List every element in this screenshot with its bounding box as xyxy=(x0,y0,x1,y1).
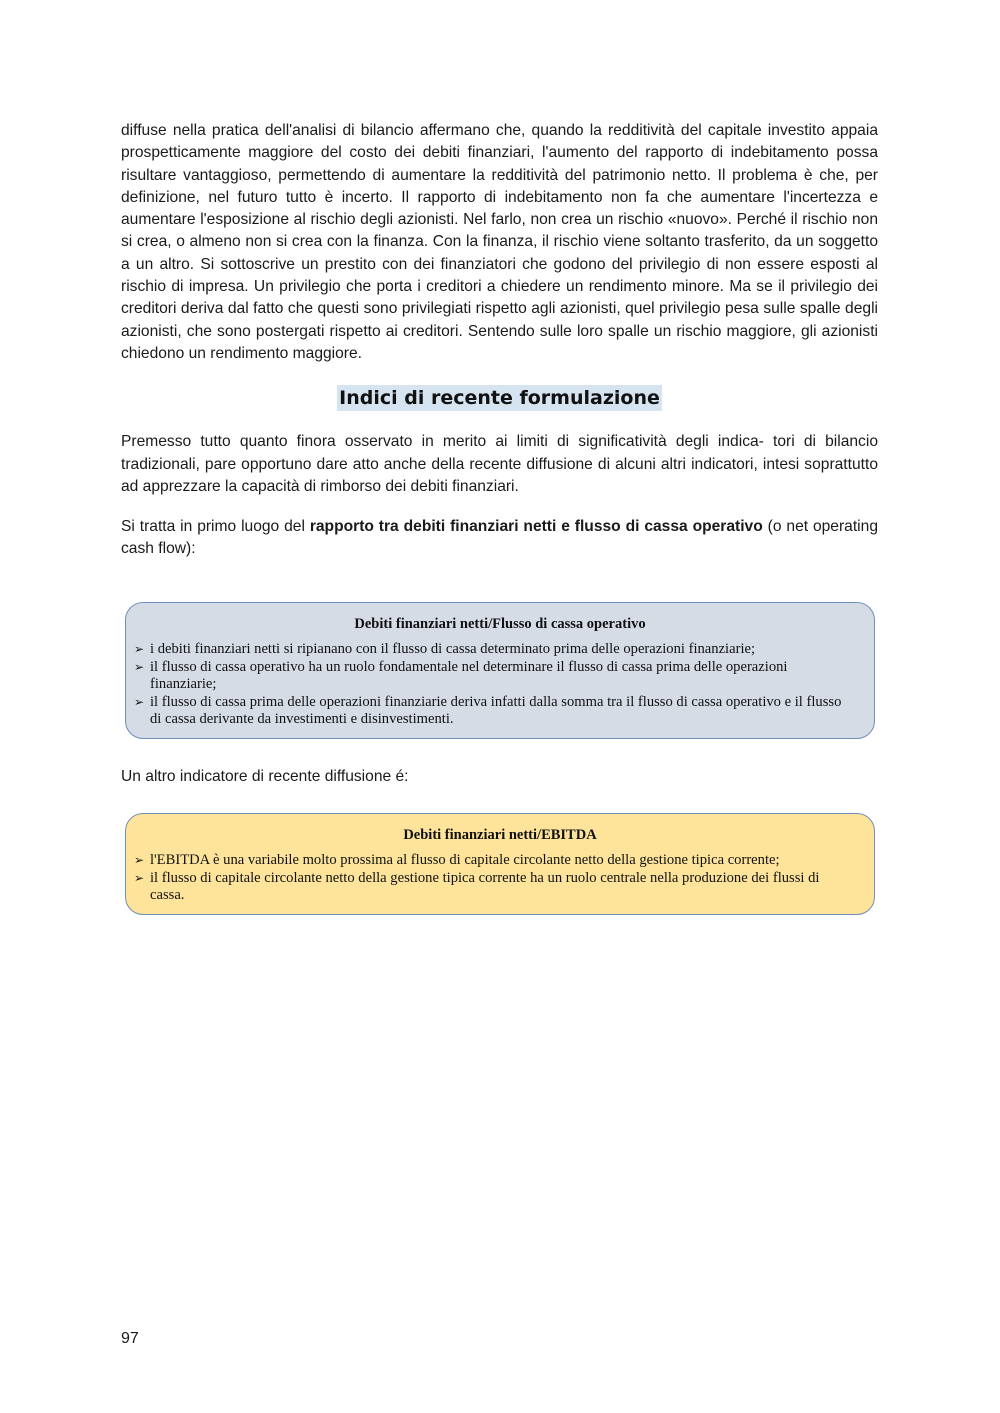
box-2-title: Debiti finanziari netti/EBITDA xyxy=(403,827,597,843)
box-1-title: Debiti finanziari netti/Flusso di cassa operativo xyxy=(354,616,646,632)
intro-paragraph: diffuse nella pratica dell'analisi di bilancio affermano che, quando la redditività del capitale investito appaia prospetticamente maggiore del costo dei debiti finanziari, l'aumento del rapporto di indebitamento possa risultare vantaggioso, permettendo di aumentare la redditività del patrimonio netto. Il problema è che, per definizione, nel futuro tutto è incerto. Il rapporto di indebitamento non fa che aumentare l'incertezza e aumentare l'esposizione al rischio degli azionisti. Nel farlo, non crea un rischio «nuovo». Perché il rischio non si crea, o almeno non si crea con la finanza. Con la finanza, il rischio viene soltanto trasferito, da un soggetto a un altro. Si sottoscrive un prestito con dei finanziatori che godono del privilegio di non essere esposti al rischio di impresa. Un privilegio che porta i creditori a chiedere un rendimento minore. Ma se il privilegio dei creditori deriva dal fatto che questi sono privilegiati rispetto agli azionisti, quel privilegio pesa sulle spalle degli azionisti, che sono postergati rispetto ai creditori. Sentendo sulle loro spalle un rischio maggiore, gli azionisti chiedono un rendimento maggiore. xyxy=(121,122,878,362)
list-item-text: l'EBITDA è una variabile molto prossima al flusso di capitale circolante netto della gestione tipica corrente; xyxy=(150,852,780,868)
list-item xyxy=(134,852,856,870)
arrow-bullet-icon: ➢ xyxy=(134,659,145,674)
list-item xyxy=(134,870,856,905)
paragraph-3 xyxy=(121,516,878,561)
list-item-text: il flusso di cassa operativo ha un ruolo fondamentale nel determinare il flusso di cassa prima delle operazioni finanziarie; xyxy=(150,658,788,693)
paragraph-3-after: (o net operating cash flow): xyxy=(121,518,878,558)
page-number: 97 xyxy=(121,1330,139,1347)
arrow-bullet-icon: ➢ xyxy=(134,853,145,867)
box-1-list xyxy=(126,641,874,729)
list-item xyxy=(134,659,856,694)
paragraph-3-bold: rapporto tra debiti finanziari netti e flusso di cassa operativo xyxy=(309,518,763,536)
paragraph-3-before: Si tratta in primo luogo del xyxy=(121,518,310,536)
list-item xyxy=(134,694,856,729)
section-heading: Indici di recente formulazione xyxy=(339,387,660,410)
indicator-box-net-debt-operating-cash-flow xyxy=(125,602,875,739)
paragraph-2: Premesso tutto quanto finora osservato in merito ai limiti di significatività degli indica- tori di bilancio tradizionali, pare opportuno dare atto anche della recente diffusione di alcuni altri indicatori, intesi soprattutto ad apprezzare la capacità di rimborso dei debiti finanziari. xyxy=(121,433,878,495)
arrow-bullet-icon: ➢ xyxy=(134,642,145,656)
box-2-list xyxy=(126,852,874,905)
list-item-text: i debiti finanziari netti si ripianano con il flusso di cassa determinato prima delle operazioni finanziarie; xyxy=(150,641,756,657)
page-body xyxy=(121,120,878,561)
arrow-bullet-icon: ➢ xyxy=(134,694,145,709)
list-item-text: il flusso di cassa prima delle operazioni finanziarie deriva infatti dalla somma tra il flusso di cassa operativo e il flusso di cassa derivante da investimenti e disinvestimenti. xyxy=(150,693,842,728)
arrow-bullet-icon: ➢ xyxy=(134,870,145,885)
indicator-box-net-debt-ebitda xyxy=(125,813,875,915)
section-heading-wrap xyxy=(121,385,878,411)
list-item-text: il flusso di capitale circolante netto della gestione tipica corrente ha un ruolo centrale nella produzione dei flussi di cassa. xyxy=(150,869,820,904)
list-item xyxy=(134,641,856,659)
paragraph-4: Un altro indicatore di recente diffusione é: xyxy=(121,768,409,785)
